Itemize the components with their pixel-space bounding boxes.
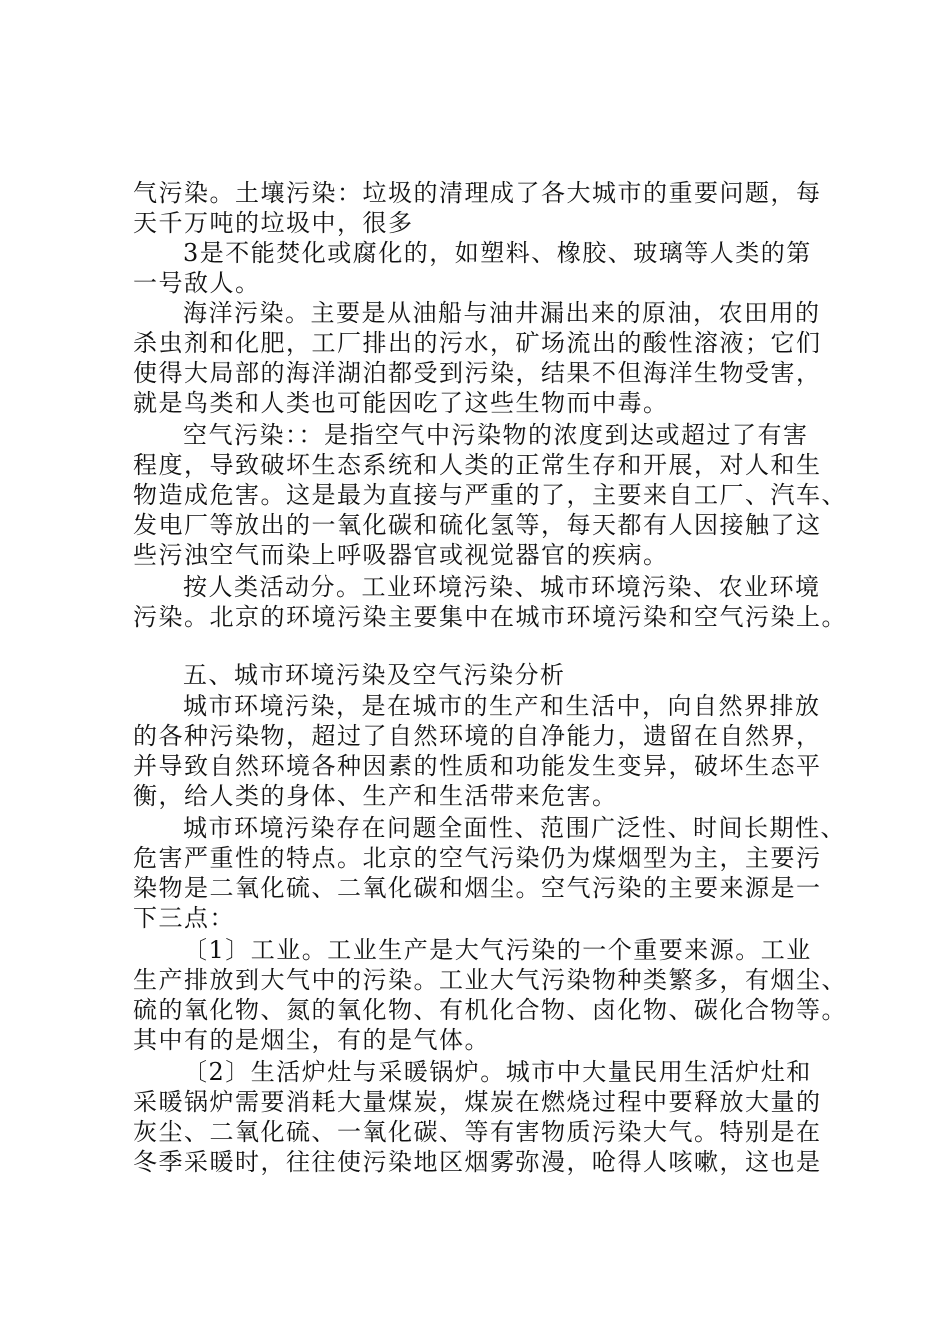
text-line: 一号敌人。 (133, 269, 261, 297)
text-line: 使得大局部的海洋湖泊都受到污染，结果不但海洋生物受害， (133, 359, 822, 387)
section-heading: 五、城市环境污染及空气污染分析 (183, 661, 566, 689)
text-line: 城市环境污染，是在城市的生产和生活中，向自然界排放 (183, 692, 821, 720)
text-line: 3是不能焚化或腐化的，如塑料、橡胶、玻璃等人类的第 (183, 239, 812, 267)
text-line: 冬季采暖时，往往使污染地区烟雾弥漫，呛得人咳嗽，这也是 (133, 1148, 822, 1176)
text-line: 些污浊空气而染上呼吸器官或视觉器官的疾病。 (133, 541, 669, 569)
text-line: 染物是二氧化硫、二氧化碳和烟尘。空气污染的主要来源是一 (133, 874, 822, 902)
text-line: 的各种污染物，超过了自然环境的自净能力，遗留在自然界， (133, 722, 822, 750)
text-line: 采暖锅炉需要消耗大量煤炭，煤炭在燃烧过程中要释放大量的 (133, 1088, 822, 1116)
text-line: 并导致自然环境各种因素的性质和功能发生变异，破坏生态平 (133, 752, 822, 780)
text-line: 天千万吨的垃圾中，很多 (133, 209, 414, 237)
text-line: 生产排放到大气中的污染。工业大气污染物种类繁多，有烟尘、 (133, 966, 847, 994)
text-line: 气污染。土壤污染：垃圾的清理成了各大城市的重要问题，每 (133, 179, 822, 207)
text-line: 物造成危害。这是最为直接与严重的了，主要来自工厂、汽车、 (133, 481, 847, 509)
text-line: 危害严重性的特点。北京的空气污染仍为煤烟型为主，主要污 (133, 844, 822, 872)
text-line: 就是鸟类和人类也可能因吃了这些生物而中毒。 (133, 389, 669, 417)
text-line: 空气污染：：是指空气中污染物的浓度到达或超过了有害 (183, 421, 809, 449)
text-line: 下三点： (133, 904, 235, 932)
text-line: 杀虫剂和化肥，工厂排出的污水，矿场流出的酸性溶液；它们 (133, 329, 822, 357)
text-line: 按人类活动分。工业环境污染、城市环境污染、农业环境 (183, 573, 821, 601)
text-line: 〔1〕工业。工业生产是大气污染的一个重要来源。工业 (183, 936, 812, 964)
text-line: 其中有的是烟尘，有的是气体。 (133, 1026, 490, 1054)
text-line: 〔2〕生活炉灶与采暖锅炉。城市中大量民用生活炉灶和 (183, 1058, 812, 1086)
text-line: 灰尘、二氧化硫、一氧化碳、等有害物质污染大气。特别是在 (133, 1118, 822, 1146)
text-line: 衡，给人类的身体、生产和生活带来危害。 (133, 782, 618, 810)
text-line: 程度，导致破坏生态系统和人类的正常生存和开展，对人和生 (133, 451, 822, 479)
text-line: 发电厂等放出的一氧化碳和硫化氢等，每天都有人因接触了这 (133, 511, 822, 539)
text-line: 硫的氧化物、氮的氧化物、有机化合物、卤化物、碳化合物等。 (133, 996, 847, 1024)
text-line: 污染。北京的环境污染主要集中在城市环境污染和空气污染上。 (133, 603, 847, 631)
text-line: 海洋污染。主要是从油船与油井漏出来的原油，农田用的 (183, 299, 821, 327)
text-line: 城市环境污染存在问题全面性、范围广泛性、时间长期性、 (183, 814, 846, 842)
